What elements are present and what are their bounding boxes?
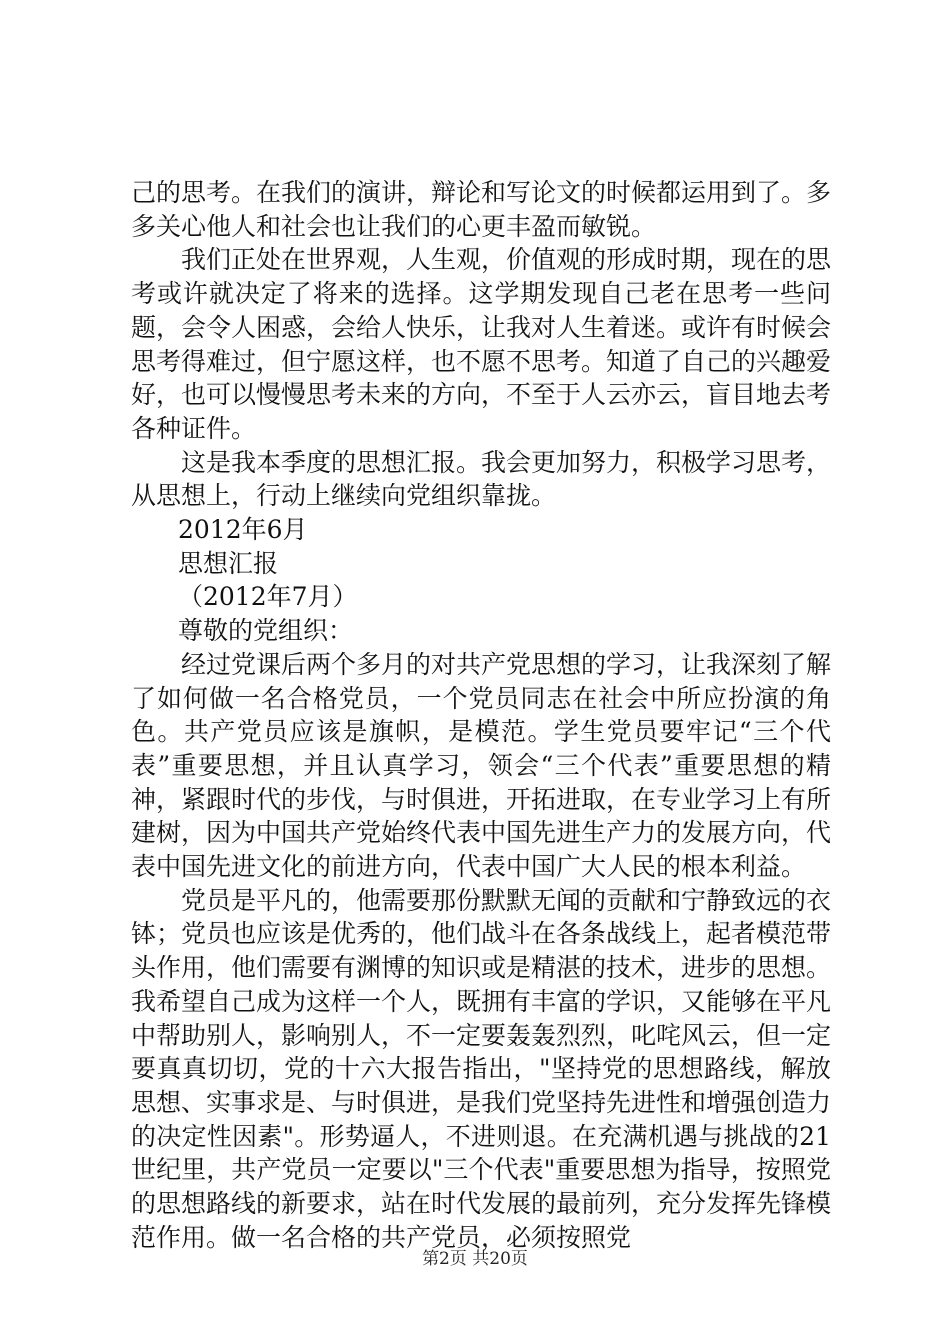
document-body [131,176,831,1255]
paragraph-quarter-report: 这是我本季度的思想汇报。我会更加努力，积极学习思考，从思想上，行动上继续向党组织靠拢。 [131,447,832,511]
report-subtitle-date: （2012年7月） [178,582,358,612]
paragraph-worldview: 我们正处在世界观，人生观，价值观的形成时期，现在的思考或许就决定了将来的选择。这学期发现自己老在思考一些问题，会令人困惑，会给人快乐，让我对人生着迷。或许有时候会思考得难过，但宁愿这样，也不愿不思考。知道了自己的兴趣爱好，也可以慢慢思考未来的方向，不至于人云亦云，盲目地去考各种证件。 [131,245,832,443]
paragraph-party-study: 经过党课后两个多月的对共产党思想的学习，让我深刻了解了如何做一名合格党员，一个党员同志在社会中所应扮演的角色。共产党员应该是旗帜，是模范。学生党员要牢记“三个代表”重要思想，并且认真学习，领会“三个代表”重要思想的精神，紧跟时代的步伐，与时俱进，开拓进取，在专业学习上有所建树，因为中国共产党始终代表中国先进生产力的发展方向，代表中国先进文化的前进方向，代表中国广大人民的根本利益。 [131,649,832,882]
page-number-footer: 第2页 共20页 [422,1249,528,1269]
report-date: 2012年6月 [178,515,308,545]
paragraph-party-member: 党员是平凡的，他需要那份默默无闻的贡献和宁静致远的衣钵；党员也应该是优秀的，他们战斗在各条战线上，起者模范带头作用，他们需要有渊博的知识或是精湛的技术，进步的思想。我希望自己成为这样一个人，既拥有丰富的学识，又能够在平凡中帮助别人，影响别人，不一定要轰轰烈烈，叱咤风云，但一定要真真切切，党的十六大报告指出，"坚持党的思想路线，解放思想、实事求是、与时俱进，是我们党坚持先进性和增强创造力的决定性因素"。形势逼人，不进则退。在充满机遇与挑战的21世纪里，共产党员一定要以"三个代表"重要思想为指导，按照党的思想路线的新要求，站在时代发展的最前列，充分发挥先锋模范作用。做一名合格的共产党员，必须按照党 [131,885,832,1252]
paragraph-continuation: 己的思考。在我们的演讲，辩论和写论文的时候都运用到了。多多关心他人和社会也让我们的心更丰盈而敏锐。 [131,178,832,241]
salutation: 尊敬的党组织： [178,616,354,646]
report-title: 思想汇报 [178,548,279,578]
